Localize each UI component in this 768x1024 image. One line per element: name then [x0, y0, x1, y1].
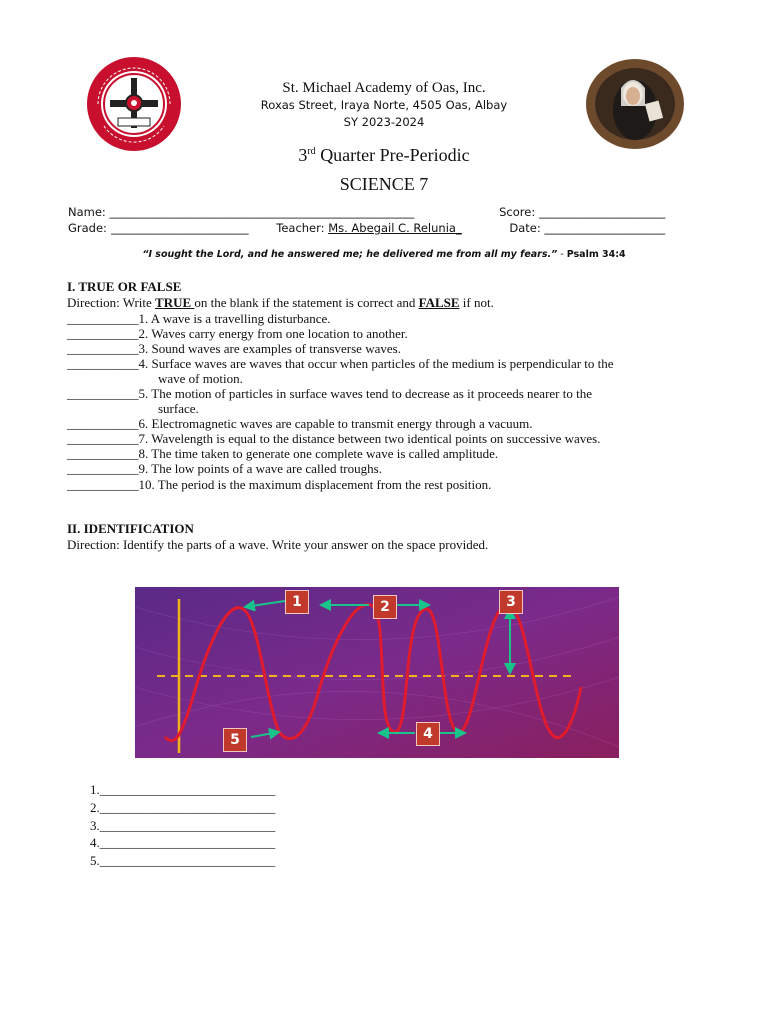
statement-text: 5. The motion of particles in surface waves tend to decrease as it proceeds nearer to the — [138, 386, 592, 401]
quote-text: “I sought the Lord, and he answered me; he delivered me from all my fears.” — [142, 249, 558, 260]
direction-text-c: if not. — [459, 295, 494, 310]
subject-title: SCIENCE 7 — [339, 174, 429, 194]
answer-line-2[interactable]: 2.___________________________ — [90, 800, 276, 815]
statement-text: 4. Surface waves are waves that occur when particles of the medium is perpendicular to the — [138, 356, 614, 371]
direction-text-a: Direction: Write — [67, 295, 156, 310]
answer-blank[interactable]: ___________ — [67, 311, 139, 326]
wave-label-3: 3 — [499, 590, 523, 614]
exam-title — [0, 145, 768, 166]
answer-line-3[interactable]: 3.___________________________ — [90, 818, 276, 833]
part2-direction: Direction: Identify the parts of a wave. Write your answer on the space provided. — [67, 537, 489, 552]
list-item — [67, 416, 532, 431]
wave-label-1: 1 — [285, 590, 309, 614]
answer-blank[interactable]: ___________ — [67, 431, 139, 446]
answer-line-5[interactable]: 5.___________________________ — [90, 853, 276, 868]
exam-title-number: 3 — [298, 145, 308, 165]
answer-blank[interactable]: ___________ — [67, 356, 139, 371]
part1-heading: I. TRUE OR FALSE — [67, 279, 182, 294]
statement-continuation: surface. — [158, 401, 199, 416]
quote-dash: - — [557, 249, 567, 260]
wave-label-2: 2 — [373, 595, 397, 619]
date-field[interactable]: _____________________ — [544, 221, 666, 235]
direction-text-b: on the blank if the statement is correct and — [194, 295, 419, 310]
statement-text: 2. Waves carry energy from one location to another. — [138, 326, 408, 341]
direction-true: TRUE — [155, 295, 195, 310]
statement-text: 7. Wavelength is equal to the distance between two identical points on successive waves. — [138, 431, 601, 446]
name-field[interactable]: _____________________________________________________ — [109, 205, 415, 219]
teacher-value: Ms. Abegail C. Relunia_ — [328, 221, 462, 235]
name-score-row — [68, 205, 691, 219]
answer-blank[interactable]: ___________ — [67, 461, 139, 476]
direction-false: FALSE — [418, 295, 460, 310]
list-item — [67, 446, 498, 461]
score-field[interactable]: ______________________ — [538, 205, 666, 219]
answer-blank[interactable]: ___________ — [67, 326, 139, 341]
wave-label-5: 5 — [223, 728, 247, 752]
statement-text: 3. Sound waves are examples of transverse waves. — [138, 341, 401, 356]
list-item — [67, 311, 331, 326]
exam-title-superscript: rd — [307, 146, 316, 157]
grade-field[interactable]: ________________________ — [110, 221, 249, 235]
statement-text: 1. A wave is a travelling disturbance. — [138, 311, 331, 326]
statement-text: 9. The low points of a wave are called troughs. — [138, 461, 382, 476]
answer-line-1[interactable]: 1.___________________________ — [90, 782, 276, 797]
statement-text: 10. The period is the maximum displacement from the rest position. — [138, 477, 492, 492]
answer-blank[interactable]: ___________ — [67, 416, 139, 431]
list-item — [67, 431, 600, 446]
statement-text: 8. The time taken to generate one complete wave is called amplitude. — [138, 446, 499, 461]
school-year: SY 2023-2024 — [343, 115, 425, 129]
statement-continuation: wave of motion. — [158, 371, 243, 386]
wave-diagram — [135, 587, 619, 758]
school-address: Roxas Street, Iraya Norte, 4505 Oas, Albay — [260, 98, 508, 112]
list-item — [67, 341, 401, 356]
school-name: St. Michael Academy of Oas, Inc. — [282, 80, 486, 96]
answer-blank[interactable]: ___________ — [67, 446, 139, 461]
answer-blank[interactable]: ___________ — [67, 341, 139, 356]
grade-teacher-date-row — [68, 221, 686, 235]
exam-title-rest: Quarter Pre-Periodic — [315, 145, 470, 165]
part2-heading: II. IDENTIFICATION — [67, 521, 194, 536]
list-item — [67, 326, 408, 341]
name-label: Name: — [68, 205, 110, 219]
wave-label-4: 4 — [416, 722, 440, 746]
score-label: Score: — [499, 205, 539, 219]
part1-direction — [67, 295, 494, 311]
teacher-label: Teacher: — [272, 221, 329, 235]
list-item — [67, 386, 592, 401]
answer-blank[interactable]: ___________ — [67, 477, 139, 492]
quote-reference: Psalm 34:4 — [566, 249, 626, 260]
list-item — [67, 461, 382, 476]
bible-quote — [0, 249, 768, 260]
answer-blank[interactable]: ___________ — [67, 386, 139, 401]
statement-text: 6. Electromagnetic waves are capable to transmit energy through a vacuum. — [138, 416, 533, 431]
list-item — [67, 477, 491, 492]
grade-label: Grade: — [68, 221, 111, 235]
list-item — [67, 356, 614, 371]
date-label: Date: — [509, 221, 545, 235]
answer-line-4[interactable]: 4.___________________________ — [90, 835, 276, 850]
